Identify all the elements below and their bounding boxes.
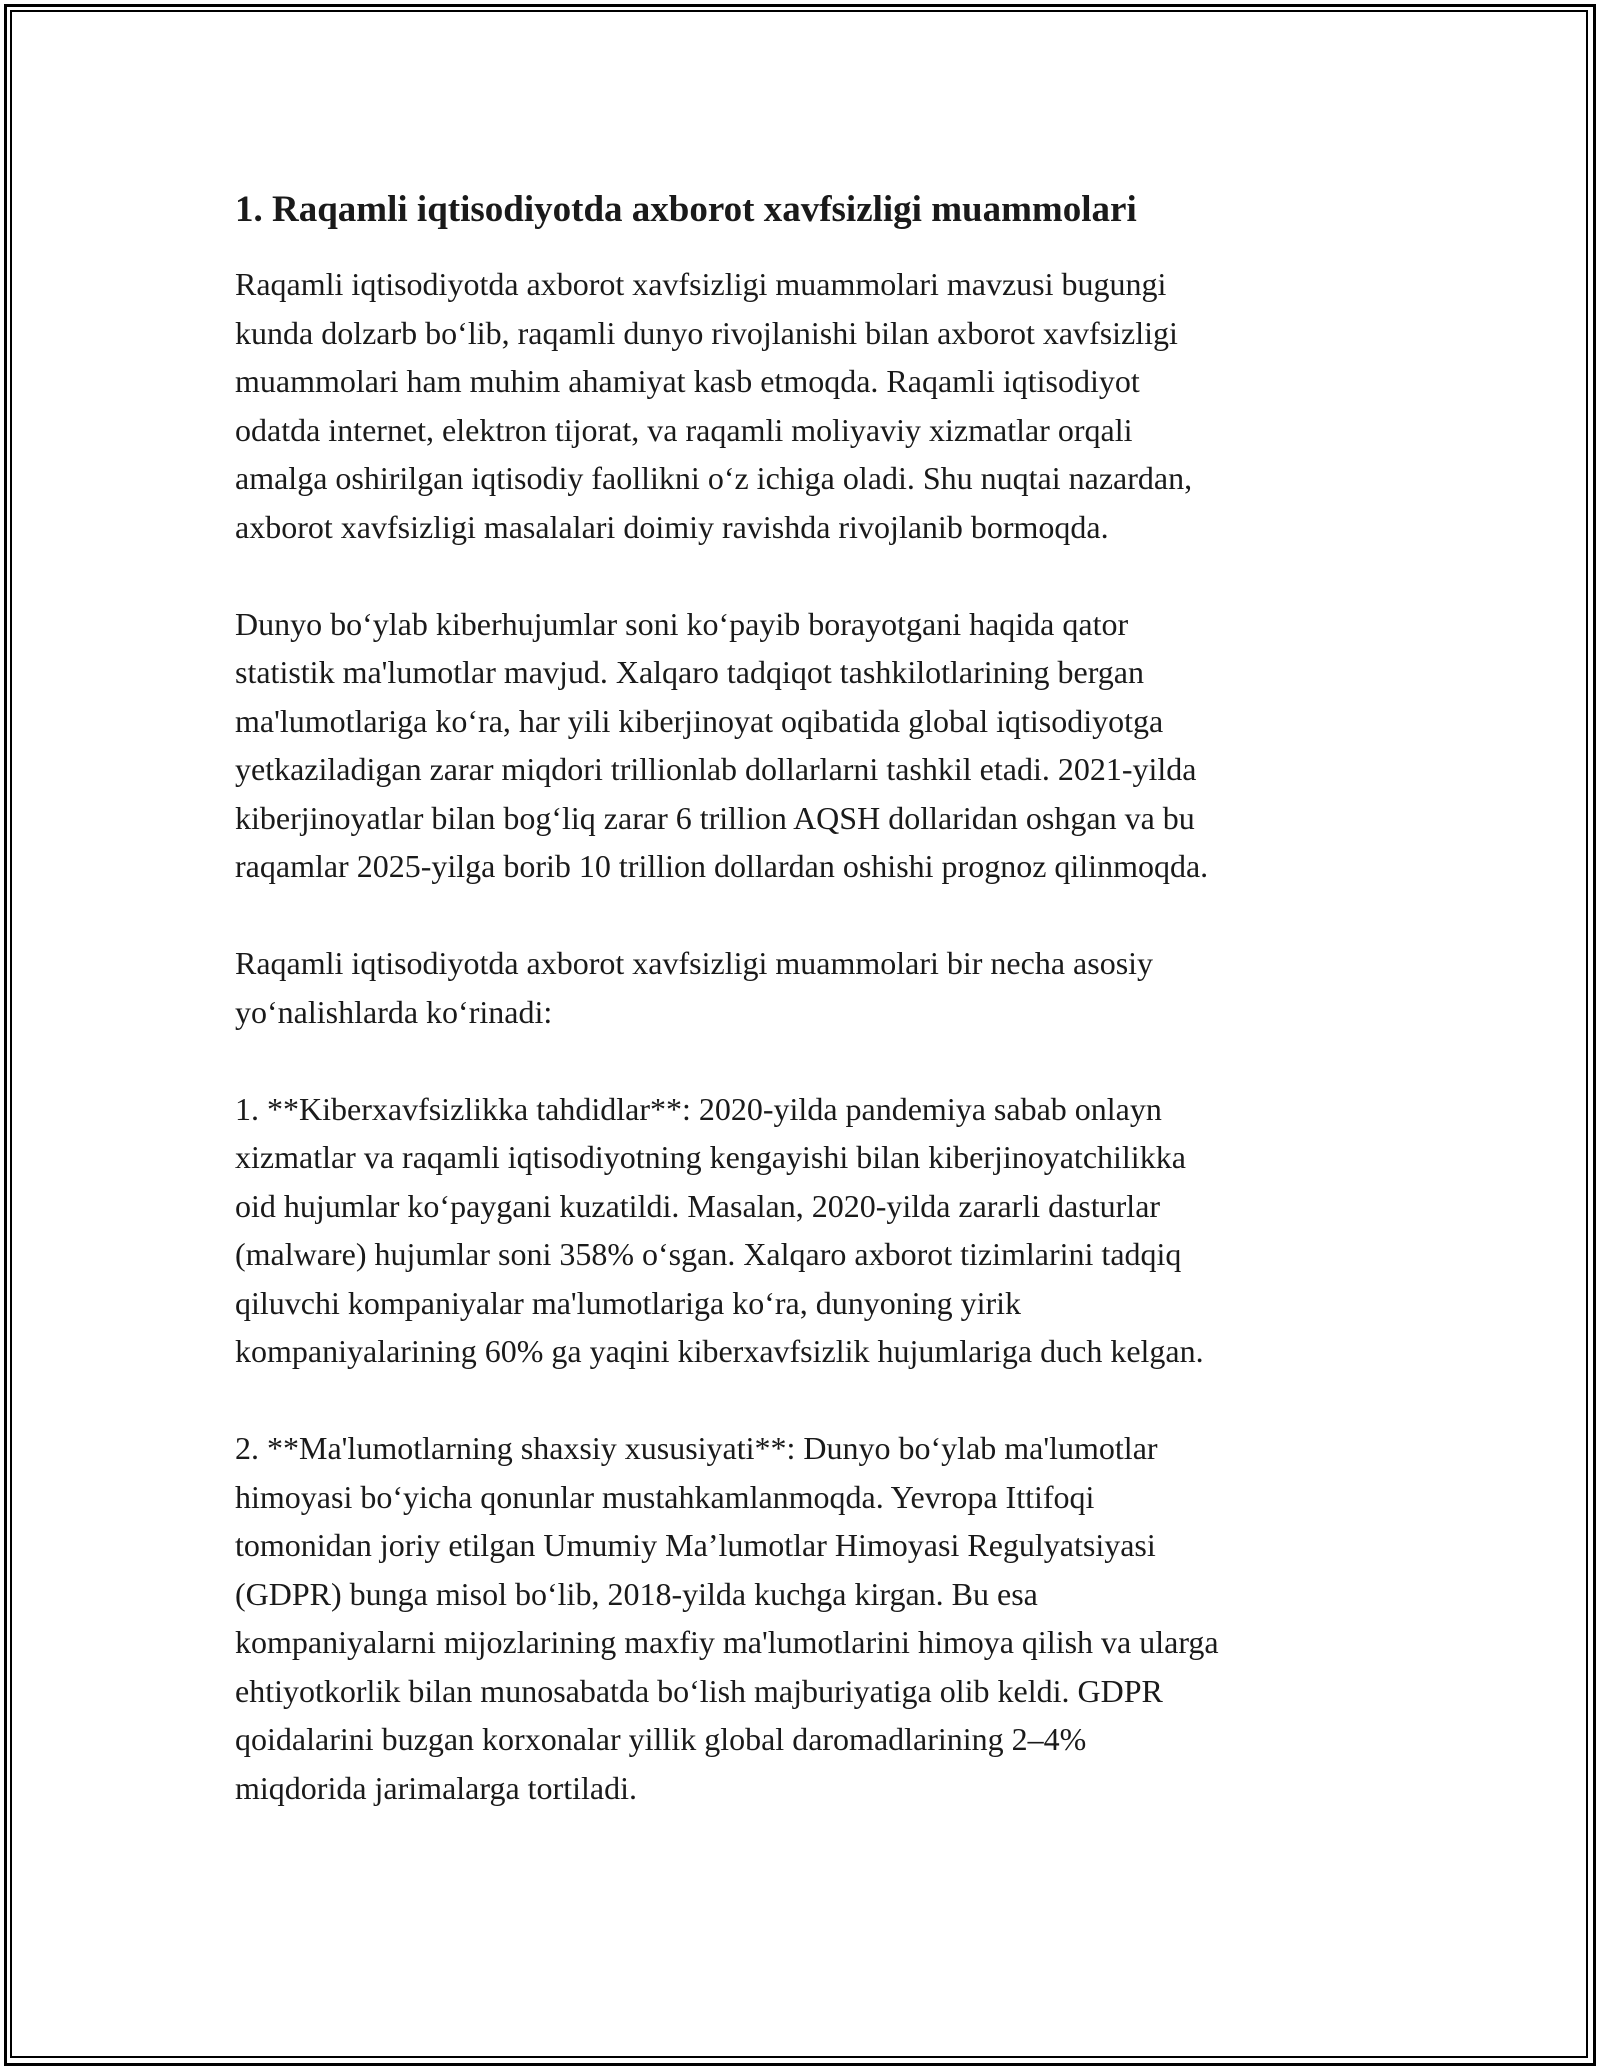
paragraph-statistics: Dunyo bo‘ylab kiberhujumlar soni ko‘payib borayotgani haqida qator statistik ma'lumotlar mavjud. Xalqaro tadqiqot tashkilotlarining bergan ma'lumotlariga ko‘ra, har yili kiberjinoyat oqibatida global iqtisodiyotga yetkaziladigan zarar miqdori trillionlab dollarlarni tashkil etadi. 2021-yilda kiberjinoyatlar bilan bog‘liq zarar 6 trillion AQSH dollaridan oshgan va bu raqamlar 2025-yilga borib 10 trillion dollardan oshishi prognoz qilinmoqda. bbox=[235, 605, 1209, 885]
paragraph-intro: Raqamli iqtisodiyotda axborot xavfsizligi muammolari mavzusi bugungi kunda dolzarb bo‘lib, raqamli dunyo rivojlanishi bilan axborot xavfsizligi muammolari ham muhim ahamiyat kasb etmoqda. Raqamli iqtisodiyot odatda internet, elektron tijorat, va raqamli moliyaviy xizmatlar orqali amalga oshirilgan iqtisodiy faollikni o‘z ichiga oladi. Shu nuqtai nazardan, axborot xavfsizligi masalalari doimiy ravishda rivojlanib bormoqda. bbox=[235, 266, 1193, 545]
paragraph-data-privacy: 2. **Ma'lumotlarning shaxsiy xususiyati**: Dunyo bo‘ylab ma'lumotlar himoyasi bo‘yicha qonunlar mustahkamlanmoqda. Yevropa Ittifoqi tomonidan joriy etilgan Umumiy Ma’lumotlar Himoyasi Regulyatsiyasi (GDPR) bunga misol bo‘lib, 2018-yilda kuchga kirgan. Bu esa kompaniyalarni mijozlarining maxfiy ma'lumotlarini himoya qilish va ularga ehtiyotkorlik bilan munosabatda bo‘lish majburiyatiga olib keldi. GDPR qoidalarini buzgan korxonalar yillik global daromadlarining 2–4% miqdorida jarimalarga tortiladi. bbox=[235, 1430, 1219, 1806]
document-body bbox=[235, 186, 1375, 1861]
paragraph-directions: Raqamli iqtisodiyotda axborot xavfsizligi muammolari bir necha asosiy yo‘nalishlarda ko‘rinadi: bbox=[235, 945, 1154, 1030]
section-heading: 1. Raqamli iqtisodiyotda axborot xavfsizligi muammolari bbox=[235, 189, 1137, 230]
paragraph-cyber-threats: 1. **Kiberxavfsizlikka tahdidlar**: 2020-yilda pandemiya sabab onlayn xizmatlar va raqamli iqtisodiyotning kengayishi bilan kiberjinoyatchilikka oid hujumlar ko‘paygani kuzatildi. Masalan, 2020-yilda zararli dasturlar (malware) hujumlar soni 358% o‘sgan. Xalqaro axborot tizimlarini tadqiq qiluvchi kompaniyalar ma'lumotlariga ko‘ra, dunyoning yirik kompaniyalarining 60% ga yaqini kiberxavfsizlik hujumlariga duch kelgan. bbox=[235, 1090, 1204, 1370]
